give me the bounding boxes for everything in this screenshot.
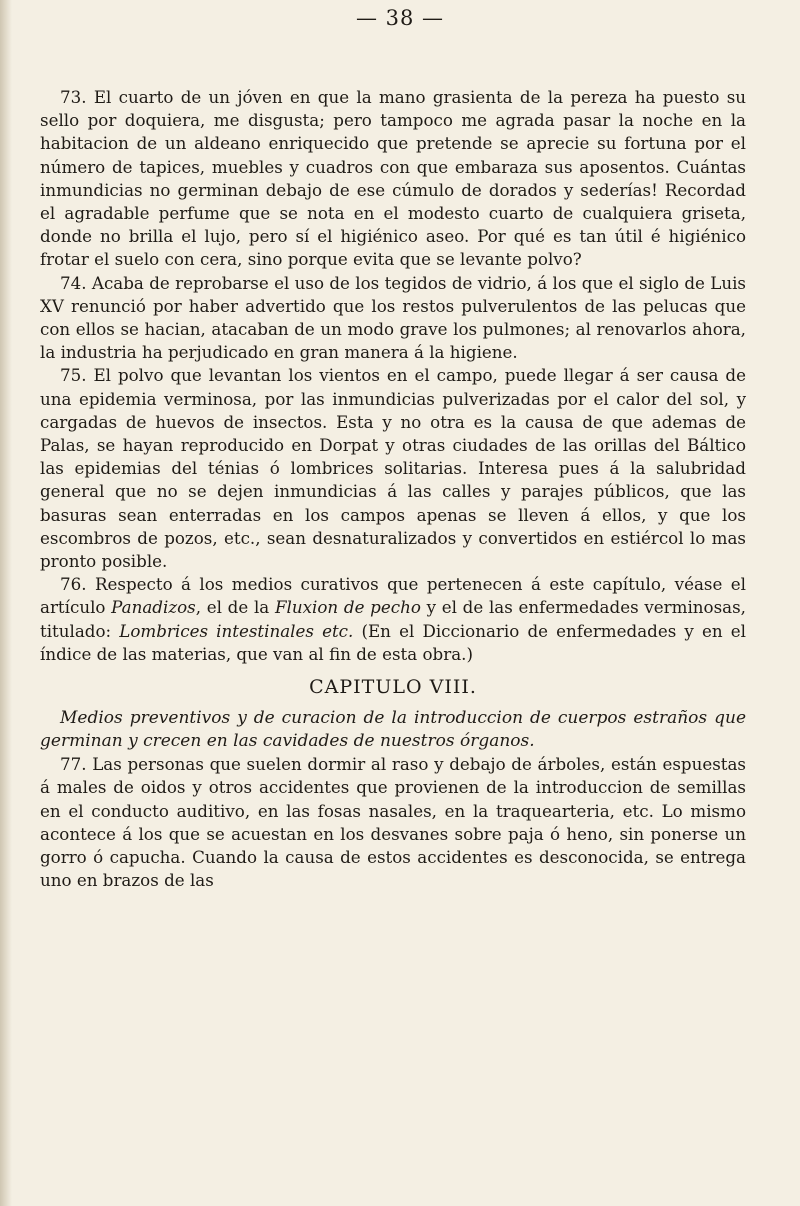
paragraph-76-text-d: (En el Diccionario de enfermedades y en el índice de las materias, que van al fin de esta obra.) (40, 620, 746, 664)
paragraph-76-ref-lombrices: Lombrices intestinales etc. (119, 620, 354, 641)
paragraph-75: 75. El polvo que levantan los vientos en el campo, puede llegar á ser causa de una epidemia verminosa, por las inmundicias pulverizadas por el calor del sol, y cargadas de huevos de insectos. Esta y no otra es la causa de que ademas de Palas, se hayan reproducido en Dorpat y otras ciudades de las orillas del Báltico las epidemias del ténias ó lombrices solitarias. Interesa pues á la salubridad general que no se dejen inmundicias á las calles y parajes públicos, que las basuras sean enterradas en los campos apenas se lleven á ellos, y que los escombros de pozos, etc., sean desnaturalizados y convertidos en estiércol lo mas pronto posible. (40, 365, 746, 572)
binding-gutter (0, 0, 12, 1206)
paragraph-76-text-c: y el de las enfermedades verminosas, titulado: (40, 597, 746, 641)
paragraph-76-text-a: 76. Respecto á los medios curativos que pertenecen á este capítulo, véase el artículo (40, 574, 746, 618)
paragraph-76-ref-panadizos: Panadizos (111, 597, 196, 618)
chapter-subtitle: Medios preventivos y de curacion de la introduccion de cuerpos estraños que germinan y crecen en las cavidades de nuestros órganos. (40, 708, 746, 752)
paragraph-76-ref-fluxion: Fluxion de pecho (274, 597, 421, 618)
page-number: — 38 — (355, 6, 445, 30)
page-body (40, 86, 746, 893)
paragraph-76-text-b: , el de la (195, 597, 275, 618)
paragraph-76 (40, 573, 746, 666)
paragraph-73: 73. El cuarto de un jóven en que la mano grasienta de la pereza ha puesto su sello por doquiera, me disgusta; pero tampoco me agrada pasar la noche en la habitacion de un aldeano enriquecido que pretende se aprecie su fortuna por el número de tapices, muebles y cuadros con que embaraza sus aposentos. Cuántas inmundicias no germinan debajo de ese cúmulo de dorados y sederías! Recordad el agradable perfume que se nota en el modesto cuarto de cualquiera griseta, donde no brilla el lujo, pero sí el higiénico aseo. Por qué es tan útil é higiénico frotar el suelo con cera, sino porque evita que se levante polvo? (40, 87, 746, 270)
paragraph-74: 74. Acaba de reprobarse el uso de los tegidos de vidrio, á los que el siglo de Luis XV renunció por haber advertido que los restos pulverulentos de las pelucas que con ellos se hacian, atacaban de un modo grave los pulmones; al renovarlos ahora, la industria ha perjudicado en gran manera á la higiene. (40, 272, 746, 363)
chapter-title: CAPITULO VIII. (309, 676, 477, 699)
paragraph-77: 77. Las personas que suelen dormir al raso y debajo de árboles, están espuestas á males de oidos y otros accidentes que provienen de la introduccion de semillas en el conducto auditivo, en las fosas nasales, en la traquearteria, etc. Lo mismo acontece á los que se acuestan en los desvanes sobre paja ó heno, sin ponerse un gorro ó capucha. Cuando la causa de estos accidentes es desconocida, se entrega uno en brazos de las (40, 754, 746, 891)
